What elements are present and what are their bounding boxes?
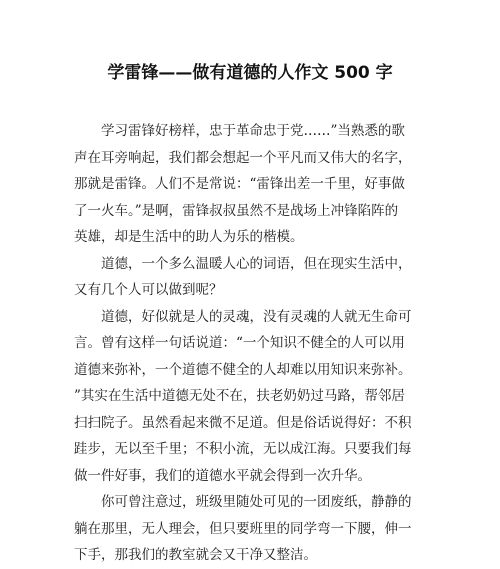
paragraph-line: 扫扫院子。虽然看起来微不足道。但是俗话说得好：不积: [74, 414, 412, 431]
paragraph-line: 下手，那我们的教室就会又干净又整洁。: [74, 547, 317, 563]
paragraph-line: 英雄，却是生活中的助人为乐的楷模。: [74, 229, 304, 245]
paragraph-line: 做一件好事，我们的道德水平就会得到一次升华。: [74, 467, 371, 484]
paragraph-line: 道德，一个多么温暖人心的词语，但在现实生活中，: [101, 255, 412, 272]
paragraph-line: 言。曾有这样一句话说道：“一个知识不健全的人可以用: [74, 335, 405, 351]
paragraph-line: 道德来弥补，一个道德不健全的人却难以用知识来弥补。: [74, 361, 412, 378]
paragraph-line: 跬步，无以至千里；不积小流，无以成江海。只要我们每: [74, 441, 412, 457]
paragraph-line: ”其实在生活中道德无处不在，扶老奶奶过马路，帮邻居: [74, 388, 405, 404]
document-body: [74, 118, 434, 569]
paragraph-line: 了一火车。”是啊，雷锋叔叔虽然不是战场上冲锋陷阵的: [74, 202, 399, 219]
paragraph-line: 道德，好似就是人的灵魂，没有灵魂的人就无生命可: [101, 308, 412, 325]
paragraph-line: 学习雷锋好榜样，忠于革命忠于党……”当熟悉的歌: [101, 123, 405, 139]
paragraph-line: 声在耳旁响起，我们都会想起一个平凡而又伟大的名字，: [74, 149, 412, 166]
document-title: 学雷锋——做有道德的人作文 500 字: [107, 63, 393, 83]
paragraph-line: 又有几个人可以做到呢？: [74, 282, 223, 298]
paragraph-line: 你可曾注意过，班级里随处可见的一团废纸，静静的: [101, 494, 412, 510]
paragraph-line: 躺在那里，无人理会，但只要班里的同学弯一下腰，伸一: [74, 520, 412, 537]
paragraph-line: 那就是雷锋。人们不是常说：“雷锋出差一千里，好事做: [74, 176, 405, 192]
